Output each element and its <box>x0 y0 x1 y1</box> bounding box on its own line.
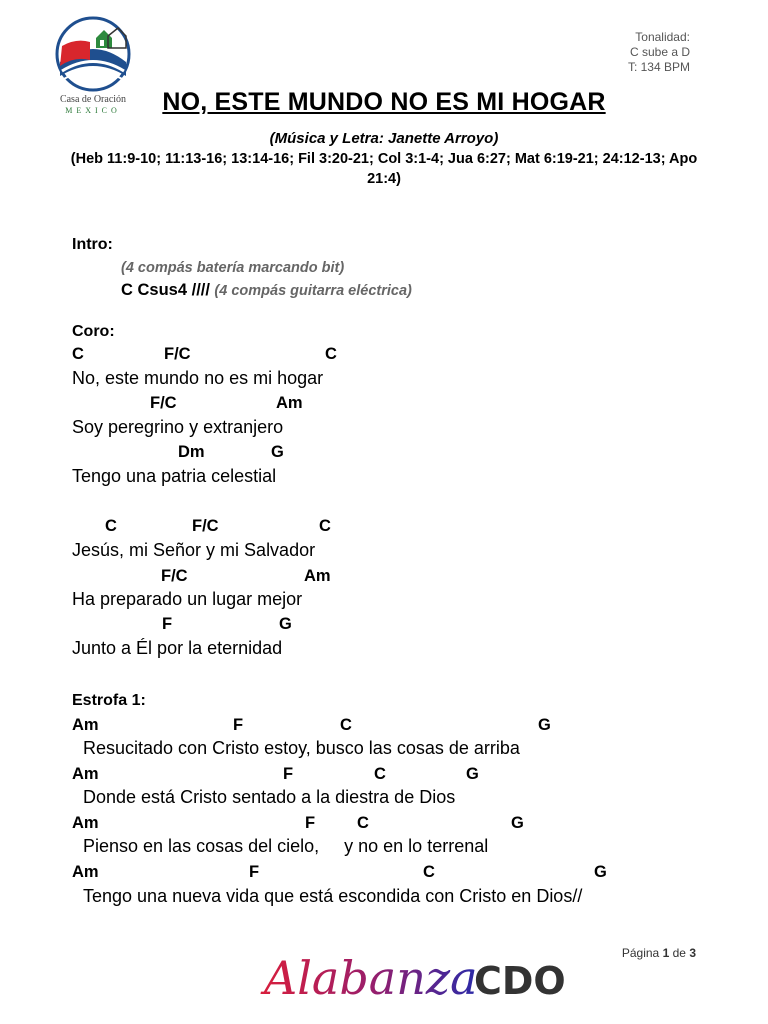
chord: F <box>249 863 260 881</box>
lyric-line: No, este mundo no es mi hogar <box>72 368 324 388</box>
logo-country: MEXICO <box>65 106 121 115</box>
brand-logo-icon <box>262 946 566 1018</box>
lyric-line: Tengo una patria celestial <box>72 466 277 486</box>
chord: F <box>305 814 316 832</box>
chord: G <box>271 443 284 461</box>
chord: Am <box>72 765 99 783</box>
page-current: 1 <box>662 946 670 960</box>
intro-chords: C Csus4 //// <box>121 281 210 299</box>
song-meta <box>628 30 690 75</box>
chord: Am <box>72 716 99 734</box>
page-number <box>622 946 696 960</box>
lyric-line: Resucitado con Cristo estoy, busco las cosas de arriba <box>83 738 520 758</box>
page-word: Página <box>621 946 660 960</box>
chord: F/C <box>192 517 219 535</box>
lyric-line: Tengo una nueva vida que está escondida con Cristo en Dios// <box>83 886 583 906</box>
alabanza-cdo-brand <box>262 946 566 1018</box>
estrofa1-label: Estrofa 1: <box>72 692 146 709</box>
lyric-line: Pienso en las cosas del cielo, y no en lo terrenal <box>83 836 489 856</box>
chord: G <box>466 765 479 783</box>
tonalidad-label: Tonalidad: <box>635 30 690 44</box>
chord: G <box>538 716 551 734</box>
chord: Dm <box>178 443 205 461</box>
chord: C <box>340 716 352 734</box>
chord: C <box>357 814 369 832</box>
chord: C <box>374 765 386 783</box>
key-change: C sube a D <box>629 45 690 59</box>
brand-block: CDO <box>474 959 566 1003</box>
lyric-line: Donde está Cristo sentado a la diestra de Dios <box>83 787 456 807</box>
chord: C <box>319 517 331 535</box>
song-credits: (Música y Letra: Janette Arroyo) <box>269 130 499 147</box>
chord: Am <box>276 394 303 412</box>
chord: F <box>233 716 244 734</box>
chord: F/C <box>150 394 177 412</box>
chord: F/C <box>164 345 191 363</box>
chord: F <box>162 615 173 633</box>
page-total: 3 <box>689 946 696 960</box>
song-title: NO, ESTE MUNDO NO ES MI HOGAR <box>162 88 606 116</box>
chord: C <box>423 863 435 881</box>
chord: C <box>105 517 117 535</box>
coro-label: Coro: <box>72 323 115 340</box>
intro-label: Intro: <box>72 236 113 253</box>
page-of: de <box>672 946 686 960</box>
chord: Am <box>304 567 331 585</box>
tempo: T: 134 BPM <box>627 60 690 74</box>
brand-script: Alabanza <box>264 951 478 1005</box>
chord: Am <box>72 814 99 832</box>
intro-chord-line <box>121 281 412 300</box>
chord: C <box>72 345 84 363</box>
chord: F/C <box>161 567 188 585</box>
intro-note-guitar: (4 compás guitarra eléctrica) <box>214 283 412 299</box>
lyric-line: Jesús, mi Señor y mi Salvador <box>72 540 316 560</box>
lyric-line: Ha preparado un lugar mejor <box>72 589 303 609</box>
lyric-line: Soy peregrino y extranjero <box>72 417 284 437</box>
lyric-line: Junto a Él por la eternidad <box>72 638 283 658</box>
chord: F <box>283 765 294 783</box>
chord: G <box>279 615 292 633</box>
intro-note-drums: (4 compás batería marcando bit) <box>121 260 345 276</box>
scripture-references: (Heb 11:9-10; 11:13-16; 13:14-16; Fil 3:20-21; Col 3:1-4; Jua 6:27; Mat 6:19-21; 24:12-13; Apo 21:4) <box>70 151 698 187</box>
chord: Am <box>72 863 99 881</box>
chord: C <box>325 345 337 363</box>
church-logo-emblem-icon <box>52 16 134 94</box>
chord: G <box>511 814 524 832</box>
chord: G <box>594 863 607 881</box>
logo-caption: Casa de Oración <box>59 94 127 105</box>
